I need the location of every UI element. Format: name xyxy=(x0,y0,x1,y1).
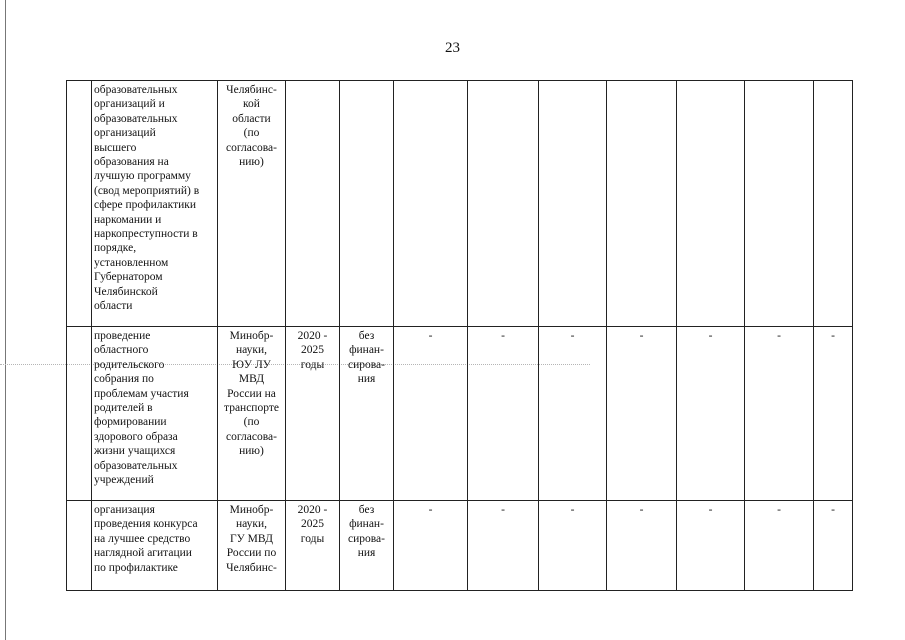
funding-value-cell xyxy=(677,81,745,327)
description-line: Губернатором xyxy=(94,271,163,284)
description-line: проблемам участия xyxy=(94,387,189,400)
program-table xyxy=(66,80,853,591)
row-number-cell xyxy=(67,327,92,501)
funding-value-cell: - xyxy=(468,327,539,501)
description-line: собрания по xyxy=(94,373,154,386)
description-line: порядке, xyxy=(94,242,137,255)
financing-source-cell xyxy=(340,327,394,501)
description-line: высшего xyxy=(94,141,137,154)
period-cell xyxy=(286,501,340,591)
financing-line: без xyxy=(358,330,375,342)
funding-value-cell: - xyxy=(745,327,814,501)
executor-line: области xyxy=(232,112,271,125)
funding-value-cell: - xyxy=(677,327,745,501)
description-line: области xyxy=(94,300,133,313)
description-line: проведения конкурса xyxy=(94,518,198,531)
executor-line: России по xyxy=(226,547,277,560)
row-number-cell xyxy=(67,501,92,591)
description-line: родительского xyxy=(94,358,165,371)
executor-line: России на xyxy=(227,387,276,400)
funding-value-cell xyxy=(539,81,607,327)
executor-line: ГУ МВД xyxy=(230,532,273,545)
table-row xyxy=(67,327,853,501)
funding-value-cell: - xyxy=(539,327,607,501)
period-line: годы xyxy=(300,532,325,545)
table-row xyxy=(67,81,853,327)
executor-line: (по xyxy=(243,127,260,140)
funding-value-cell xyxy=(607,81,677,327)
funding-value-cell xyxy=(745,81,814,327)
period-line: годы xyxy=(300,358,325,371)
description-line: сфере профилактики xyxy=(94,199,196,212)
financing-line: ния xyxy=(357,373,376,386)
financing-line: финан- xyxy=(349,518,384,531)
funding-value-cell xyxy=(814,81,853,327)
period-line: 2020 - xyxy=(297,330,328,342)
description-line: родителей в xyxy=(94,402,153,415)
financing-line: сирова- xyxy=(348,532,385,545)
funding-value-cell: - xyxy=(607,327,677,501)
executor-line: науки, xyxy=(235,518,268,531)
description-line: жизни учащихся xyxy=(94,445,176,458)
executor-cell xyxy=(218,327,286,501)
description-line: лучшую программу xyxy=(94,170,191,183)
executor-line: МВД xyxy=(238,373,265,386)
executor-line: Челябинс- xyxy=(226,561,277,574)
description-line: образования на xyxy=(94,156,169,169)
period-line: 2025 xyxy=(301,344,324,357)
description-line: здорового образа xyxy=(94,430,178,443)
row-number-cell xyxy=(67,81,92,327)
page-number: 23 xyxy=(445,40,460,56)
funding-value-cell: - xyxy=(814,501,853,591)
funding-value-cell xyxy=(394,81,468,327)
funding-value-cell: - xyxy=(745,501,814,591)
activity-description-cell xyxy=(92,327,218,501)
financing-line: без xyxy=(358,504,375,516)
executor-line: нию) xyxy=(239,445,264,458)
description-line: организаций и xyxy=(94,98,165,111)
funding-value-cell: - xyxy=(539,501,607,591)
financing-source-cell xyxy=(340,81,394,327)
financing-line: сирова- xyxy=(348,358,385,371)
description-line: формировании xyxy=(94,416,167,429)
executor-line: ЮУ ЛУ xyxy=(232,358,271,371)
executor-cell xyxy=(218,81,286,327)
executor-line: кой xyxy=(243,98,260,111)
financing-source-cell xyxy=(340,501,394,591)
executor-line: науки, xyxy=(235,344,268,357)
financing-line: ния xyxy=(357,547,376,560)
description-line: наркопреступности в xyxy=(94,228,198,241)
description-line: организация xyxy=(94,504,155,516)
funding-value-cell: - xyxy=(677,501,745,591)
financing-line: финан- xyxy=(349,344,384,357)
executor-line: Минобр- xyxy=(229,330,274,342)
description-line: по профилактике xyxy=(94,561,178,574)
executor-line: согласова- xyxy=(226,430,277,443)
executor-line: согласова- xyxy=(226,141,277,154)
scan-left-edge xyxy=(5,0,6,640)
description-line: организаций xyxy=(94,127,156,140)
funding-value-cell: - xyxy=(607,501,677,591)
description-line: наглядной агитации xyxy=(94,547,192,560)
description-line: установленном xyxy=(94,256,169,269)
description-line: образовательных xyxy=(94,112,178,125)
activity-description-cell xyxy=(92,81,218,327)
funding-value-cell xyxy=(468,81,539,327)
executor-line: (по xyxy=(243,416,260,429)
period-line: 2025 xyxy=(301,518,324,531)
executor-cell xyxy=(218,501,286,591)
description-line: учреждений xyxy=(94,474,154,487)
description-line: проведение xyxy=(94,330,151,342)
description-line: наркомании и xyxy=(94,213,162,226)
description-line: образовательных xyxy=(94,459,178,472)
description-line: образовательных xyxy=(94,84,178,96)
executor-line: Минобр- xyxy=(229,504,274,516)
description-line: областного xyxy=(94,344,149,357)
executor-line: нию) xyxy=(239,156,264,169)
period-cell xyxy=(286,327,340,501)
funding-value-cell: - xyxy=(814,327,853,501)
executor-line: транспорте xyxy=(224,402,279,415)
funding-value-cell: - xyxy=(394,501,468,591)
description-line: Челябинской xyxy=(94,285,158,298)
table-row xyxy=(67,501,853,591)
funding-value-cell: - xyxy=(394,327,468,501)
funding-value-cell: - xyxy=(468,501,539,591)
executor-line: Челябинс- xyxy=(226,84,277,96)
description-line: (свод мероприятий) в xyxy=(94,184,200,197)
description-line: на лучшее средство xyxy=(94,532,191,545)
activity-description-cell xyxy=(92,501,218,591)
period-line: 2020 - xyxy=(297,504,328,516)
period-cell xyxy=(286,81,340,327)
